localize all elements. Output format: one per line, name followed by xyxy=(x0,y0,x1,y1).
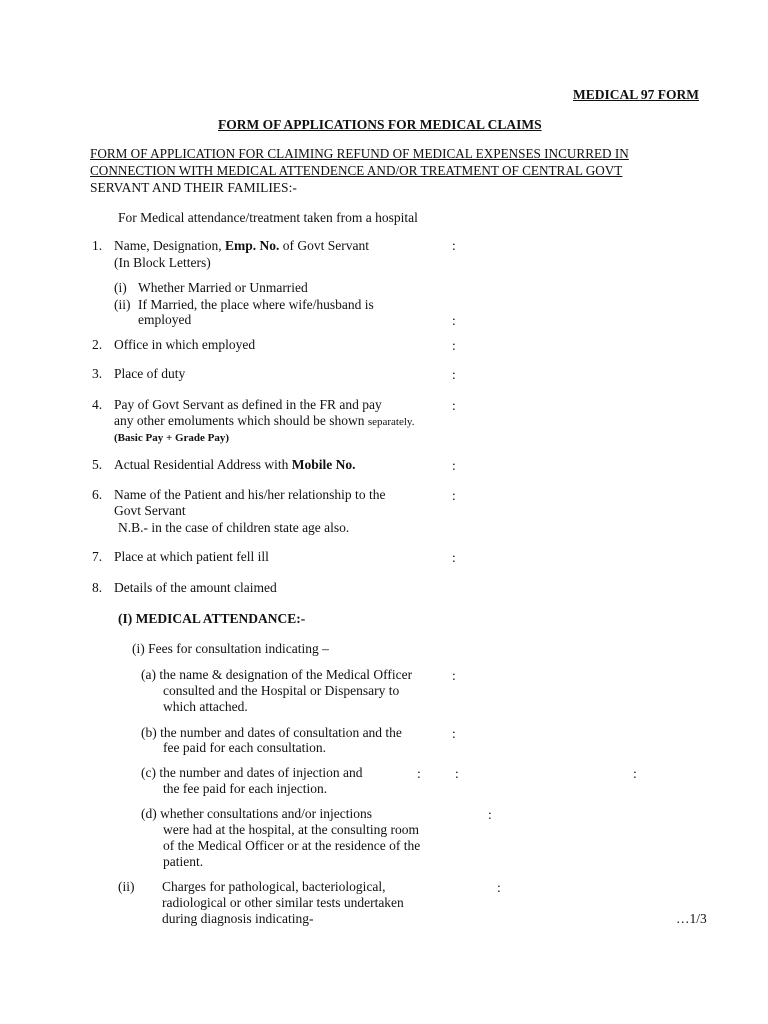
item-1-sub-colon: : xyxy=(452,313,456,328)
item-1-sub-2: If Married, the place where wife/husband is xyxy=(138,297,374,312)
item-2-number: 2. xyxy=(92,337,103,352)
item-ii-line-3: during diagnosis indicating- xyxy=(162,911,314,926)
item-4-colon: : xyxy=(452,398,456,413)
item-1-sub-2-number: (ii) xyxy=(114,297,131,312)
sub-item-d-colon: : xyxy=(488,807,492,822)
heading-line-2: CONNECTION WITH MEDICAL ATTENDENCE AND/OR TREATMENT OF CENTRAL GOVT xyxy=(90,163,623,178)
item-6-number: 6. xyxy=(92,487,103,502)
item-8-number: 8. xyxy=(92,580,103,595)
item-1-label: Name, Designation, Emp. No. of Govt Servant xyxy=(114,238,369,253)
sub-item-b-line-2: fee paid for each consultation. xyxy=(163,740,327,755)
sub-item-c-colon-3: : xyxy=(633,766,637,781)
sub-item-b: (b) the number and dates of consultation and the xyxy=(141,725,402,740)
fees-consultation: (i) Fees for consultation indicating – xyxy=(132,641,329,656)
item-4-line-2: any other emoluments which should be shown separately. xyxy=(114,413,415,428)
item-1-sub-1-number: (i) xyxy=(114,280,127,295)
item-1-colon: : xyxy=(452,238,456,253)
item-5-colon: : xyxy=(452,458,456,473)
sub-item-c-colon-2: : xyxy=(455,766,459,781)
item-6-colon: : xyxy=(452,488,456,503)
form-code: MEDICAL 97 FORM xyxy=(573,87,699,102)
sub-item-a-colon: : xyxy=(452,668,456,683)
item-ii-colon: : xyxy=(497,880,501,895)
item-4-number: 4. xyxy=(92,397,103,412)
form-title: FORM OF APPLICATIONS FOR MEDICAL CLAIMS xyxy=(218,117,542,132)
item-3-number: 3. xyxy=(92,366,103,381)
item-6-line-3: N.B.- in the case of children state age also. xyxy=(118,520,350,535)
item-2-label: Office in which employed xyxy=(114,337,256,352)
item-ii-line-2: radiological or other similar tests undertaken xyxy=(162,895,404,910)
medical-attendance-heading: (I) MEDICAL ATTENDANCE:- xyxy=(118,611,306,626)
item-ii-label: Charges for pathological, bacteriological, xyxy=(162,879,386,894)
item-8-label: Details of the amount claimed xyxy=(114,580,277,595)
item-1-sub-2-line-2: employed xyxy=(138,312,192,327)
page-marker: …1/3 xyxy=(676,911,707,926)
sub-item-a: (a) the name & designation of the Medical Officer xyxy=(141,667,413,682)
sub-item-c-line-2: the fee paid for each injection. xyxy=(163,781,328,796)
item-4-line-3: (Basic Pay + Grade Pay) xyxy=(114,432,230,444)
item-1-number: 1. xyxy=(92,238,103,253)
sub-item-d-line-2: were had at the hospital, at the consulting room xyxy=(163,822,420,837)
sub-item-b-colon: : xyxy=(452,726,456,741)
item-1-sub-1: Whether Married or Unmarried xyxy=(138,280,308,295)
heading-line-3: SERVANT AND THEIR FAMILIES:- xyxy=(90,180,297,195)
sub-item-d: (d) whether consultations and/or injections xyxy=(141,806,372,821)
item-1-line-2: (In Block Letters) xyxy=(114,255,211,270)
heading-line-1: FORM OF APPLICATION FOR CLAIMING REFUND OF MEDICAL EXPENSES INCURRED IN xyxy=(90,146,629,161)
item-5-number: 5. xyxy=(92,457,103,472)
item-ii-number: (ii) xyxy=(118,879,135,894)
sub-item-d-line-3: of the Medical Officer or at the residence of the xyxy=(163,838,421,853)
item-6-label: Name of the Patient and his/her relationship to the xyxy=(114,487,386,502)
item-7-number: 7. xyxy=(92,549,103,564)
item-7-colon: : xyxy=(452,550,456,565)
item-2-colon: : xyxy=(452,338,456,353)
item-4-label: Pay of Govt Servant as defined in the FR and pay xyxy=(114,397,382,412)
item-3-colon: : xyxy=(452,367,456,382)
item-3-label: Place of duty xyxy=(114,366,186,381)
subtitle: For Medical attendance/treatment taken from a hospital xyxy=(118,210,418,225)
sub-item-d-line-4: patient. xyxy=(163,854,204,869)
sub-item-a-line-3: which attached. xyxy=(163,699,248,714)
item-7-label: Place at which patient fell ill xyxy=(114,549,269,564)
sub-item-c-colon-1: : xyxy=(417,766,421,781)
item-6-line-2: Govt Servant xyxy=(114,503,186,518)
item-5-label: Actual Residential Address with Mobile No. xyxy=(114,457,356,472)
sub-item-c: (c) the number and dates of injection and xyxy=(141,765,363,780)
sub-item-a-line-2: consulted and the Hospital or Dispensary to xyxy=(163,683,400,698)
